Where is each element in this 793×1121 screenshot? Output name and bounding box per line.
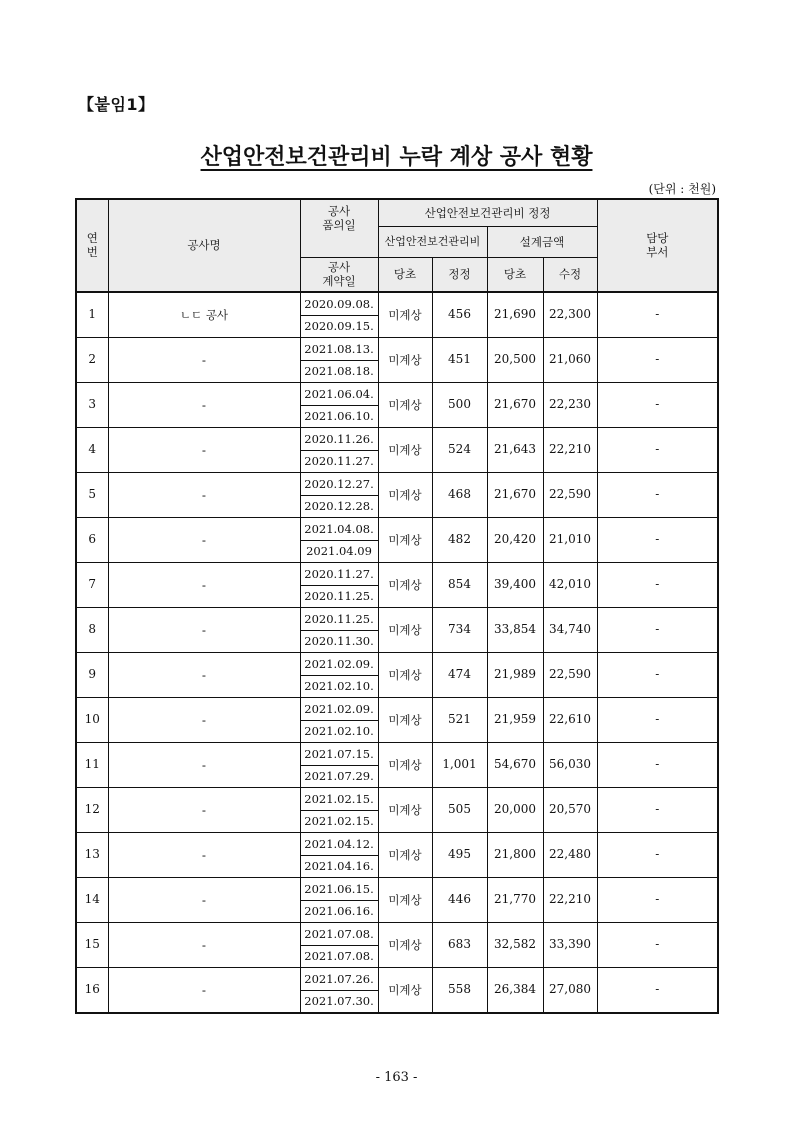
row-department: - (597, 337, 718, 382)
row-contract-date: 2020.11.27. (300, 450, 378, 472)
row-project-name: - (108, 967, 300, 1013)
attachment-label: 【붙임1】 (78, 95, 155, 114)
table-header (76, 199, 718, 292)
row-contract-date: 2021.07.30. (300, 990, 378, 1013)
row-design-initial: 21,959 (487, 697, 543, 742)
row-design-initial: 21,690 (487, 292, 543, 338)
row-corrected: 734 (432, 607, 487, 652)
row-project-name: - (108, 877, 300, 922)
table-row (76, 877, 718, 900)
table-row (76, 337, 718, 360)
table-row (76, 472, 718, 495)
header-corrected: 정정 (432, 258, 487, 292)
row-corrected: 468 (432, 472, 487, 517)
row-department: - (597, 472, 718, 517)
row-department: - (597, 967, 718, 1013)
row-corrected: 683 (432, 922, 487, 967)
header-safety-cost-correction: 산업안전보건관리비 정정 (378, 199, 597, 227)
row-initial: 미계상 (378, 337, 432, 382)
row-initial: 미계상 (378, 877, 432, 922)
row-no: 5 (76, 472, 108, 517)
table-body (76, 292, 718, 1013)
row-initial: 미계상 (378, 427, 432, 472)
row-contract-date: 2021.06.10. (300, 405, 378, 427)
row-design-initial: 21,670 (487, 472, 543, 517)
row-contract-date: 2020.12.28. (300, 495, 378, 517)
row-contract-date: 2021.08.18. (300, 360, 378, 382)
row-approval-date: 2020.12.27. (300, 472, 378, 495)
row-department: - (597, 517, 718, 562)
table-row (76, 832, 718, 855)
row-corrected: 854 (432, 562, 487, 607)
row-project-name: - (108, 337, 300, 382)
row-project-name: - (108, 922, 300, 967)
row-initial: 미계상 (378, 562, 432, 607)
row-no: 10 (76, 697, 108, 742)
row-design-revised: 33,390 (543, 922, 597, 967)
row-contract-date: 2021.04.16. (300, 855, 378, 877)
row-corrected: 474 (432, 652, 487, 697)
row-approval-date: 2020.09.08. (300, 292, 378, 316)
row-approval-date: 2021.07.08. (300, 922, 378, 945)
row-design-revised: 22,480 (543, 832, 597, 877)
table-row (76, 382, 718, 405)
row-contract-date: 2021.04.09 (300, 540, 378, 562)
row-project-name: ㄴㄷ 공사 (108, 292, 300, 338)
row-approval-date: 2021.02.09. (300, 652, 378, 675)
row-department: - (597, 877, 718, 922)
row-project-name: - (108, 562, 300, 607)
row-department: - (597, 922, 718, 967)
header-contract-date: 공사 계약일 (300, 258, 378, 292)
row-contract-date: 2021.07.08. (300, 945, 378, 967)
table-row (76, 517, 718, 540)
row-initial: 미계상 (378, 697, 432, 742)
row-project-name: - (108, 832, 300, 877)
row-corrected: 495 (432, 832, 487, 877)
row-approval-date: 2021.04.12. (300, 832, 378, 855)
row-initial: 미계상 (378, 787, 432, 832)
table-row (76, 922, 718, 945)
row-no: 6 (76, 517, 108, 562)
row-approval-date: 2020.11.25. (300, 607, 378, 630)
row-approval-date: 2021.06.04. (300, 382, 378, 405)
page-number: - 163 - (375, 1070, 418, 1085)
row-project-name: - (108, 652, 300, 697)
row-no: 12 (76, 787, 108, 832)
header-design-amount: 설계금액 (487, 227, 597, 258)
row-project-name: - (108, 517, 300, 562)
row-initial: 미계상 (378, 382, 432, 427)
row-design-revised: 34,740 (543, 607, 597, 652)
row-design-revised: 22,590 (543, 472, 597, 517)
table-row (76, 652, 718, 675)
row-contract-date: 2020.09.15. (300, 315, 378, 337)
row-design-revised: 22,210 (543, 877, 597, 922)
row-initial: 미계상 (378, 472, 432, 517)
table-row (76, 562, 718, 585)
row-initial: 미계상 (378, 607, 432, 652)
row-department: - (597, 697, 718, 742)
row-department: - (597, 427, 718, 472)
row-design-revised: 20,570 (543, 787, 597, 832)
row-project-name: - (108, 787, 300, 832)
table-row (76, 742, 718, 765)
header-initial: 당초 (378, 258, 432, 292)
row-approval-date: 2021.02.15. (300, 787, 378, 810)
row-no: 15 (76, 922, 108, 967)
row-design-revised: 21,010 (543, 517, 597, 562)
row-project-name: - (108, 697, 300, 742)
row-design-revised: 22,230 (543, 382, 597, 427)
safety-cost-table (75, 198, 719, 1014)
row-no: 4 (76, 427, 108, 472)
row-no: 8 (76, 607, 108, 652)
row-initial: 미계상 (378, 652, 432, 697)
row-design-initial: 32,582 (487, 922, 543, 967)
table-row (76, 292, 718, 316)
row-corrected: 482 (432, 517, 487, 562)
row-design-initial: 21,770 (487, 877, 543, 922)
row-design-revised: 22,210 (543, 427, 597, 472)
row-initial: 미계상 (378, 742, 432, 787)
row-no: 14 (76, 877, 108, 922)
row-contract-date: 2021.02.10. (300, 720, 378, 742)
row-design-revised: 21,060 (543, 337, 597, 382)
row-design-initial: 21,989 (487, 652, 543, 697)
row-corrected: 456 (432, 292, 487, 338)
header-approval-date: 공사 품의일 (300, 199, 378, 258)
row-project-name: - (108, 607, 300, 652)
row-department: - (597, 832, 718, 877)
row-contract-date: 2020.11.25. (300, 585, 378, 607)
unit-note: (단위 : 천원) (648, 182, 716, 196)
page-title: 산업안전보건관리비 누락 계상 공사 현황 (200, 145, 593, 170)
row-project-name: - (108, 742, 300, 787)
row-department: - (597, 382, 718, 427)
row-no: 9 (76, 652, 108, 697)
row-department: - (597, 652, 718, 697)
row-project-name: - (108, 382, 300, 427)
header-project-name: 공사명 (108, 199, 300, 292)
row-design-initial: 54,670 (487, 742, 543, 787)
row-approval-date: 2021.04.08. (300, 517, 378, 540)
row-department: - (597, 562, 718, 607)
row-approval-date: 2021.02.09. (300, 697, 378, 720)
row-contract-date: 2020.11.30. (300, 630, 378, 652)
row-corrected: 446 (432, 877, 487, 922)
row-no: 16 (76, 967, 108, 1013)
row-design-revised: 56,030 (543, 742, 597, 787)
row-approval-date: 2020.11.26. (300, 427, 378, 450)
row-approval-date: 2020.11.27. (300, 562, 378, 585)
row-design-initial: 33,854 (487, 607, 543, 652)
row-design-initial: 20,420 (487, 517, 543, 562)
row-corrected: 505 (432, 787, 487, 832)
row-initial: 미계상 (378, 292, 432, 338)
header-no: 연 번 (76, 199, 108, 292)
table-row (76, 427, 718, 450)
row-no: 1 (76, 292, 108, 338)
row-design-revised: 22,590 (543, 652, 597, 697)
row-no: 13 (76, 832, 108, 877)
row-no: 3 (76, 382, 108, 427)
row-approval-date: 2021.07.15. (300, 742, 378, 765)
row-initial: 미계상 (378, 967, 432, 1013)
row-department: - (597, 787, 718, 832)
row-design-initial: 21,670 (487, 382, 543, 427)
row-department: - (597, 742, 718, 787)
row-contract-date: 2021.07.29. (300, 765, 378, 787)
table-row (76, 967, 718, 990)
row-corrected: 1,001 (432, 742, 487, 787)
row-initial: 미계상 (378, 517, 432, 562)
row-department: - (597, 607, 718, 652)
row-design-revised: 27,080 (543, 967, 597, 1013)
row-contract-date: 2021.02.15. (300, 810, 378, 832)
row-corrected: 500 (432, 382, 487, 427)
row-corrected: 521 (432, 697, 487, 742)
row-corrected: 524 (432, 427, 487, 472)
table-row (76, 607, 718, 630)
row-design-initial: 20,500 (487, 337, 543, 382)
row-design-initial: 21,800 (487, 832, 543, 877)
header-department: 담당 부서 (597, 199, 718, 292)
header-safety-cost: 산업안전보건관리비 (378, 227, 487, 258)
row-initial: 미계상 (378, 832, 432, 877)
table-row (76, 787, 718, 810)
row-approval-date: 2021.08.13. (300, 337, 378, 360)
row-initial: 미계상 (378, 922, 432, 967)
row-approval-date: 2021.07.26. (300, 967, 378, 990)
row-no: 11 (76, 742, 108, 787)
table-row (76, 697, 718, 720)
row-design-revised: 22,300 (543, 292, 597, 338)
row-contract-date: 2021.02.10. (300, 675, 378, 697)
row-department: - (597, 292, 718, 338)
row-project-name: - (108, 427, 300, 472)
row-design-initial: 21,643 (487, 427, 543, 472)
row-design-revised: 22,610 (543, 697, 597, 742)
row-project-name: - (108, 472, 300, 517)
header-design-revised: 수정 (543, 258, 597, 292)
row-design-initial: 20,000 (487, 787, 543, 832)
row-design-initial: 26,384 (487, 967, 543, 1013)
row-approval-date: 2021.06.15. (300, 877, 378, 900)
row-corrected: 558 (432, 967, 487, 1013)
header-design-initial: 당초 (487, 258, 543, 292)
row-no: 2 (76, 337, 108, 382)
row-corrected: 451 (432, 337, 487, 382)
row-no: 7 (76, 562, 108, 607)
row-design-revised: 42,010 (543, 562, 597, 607)
row-design-initial: 39,400 (487, 562, 543, 607)
row-contract-date: 2021.06.16. (300, 900, 378, 922)
